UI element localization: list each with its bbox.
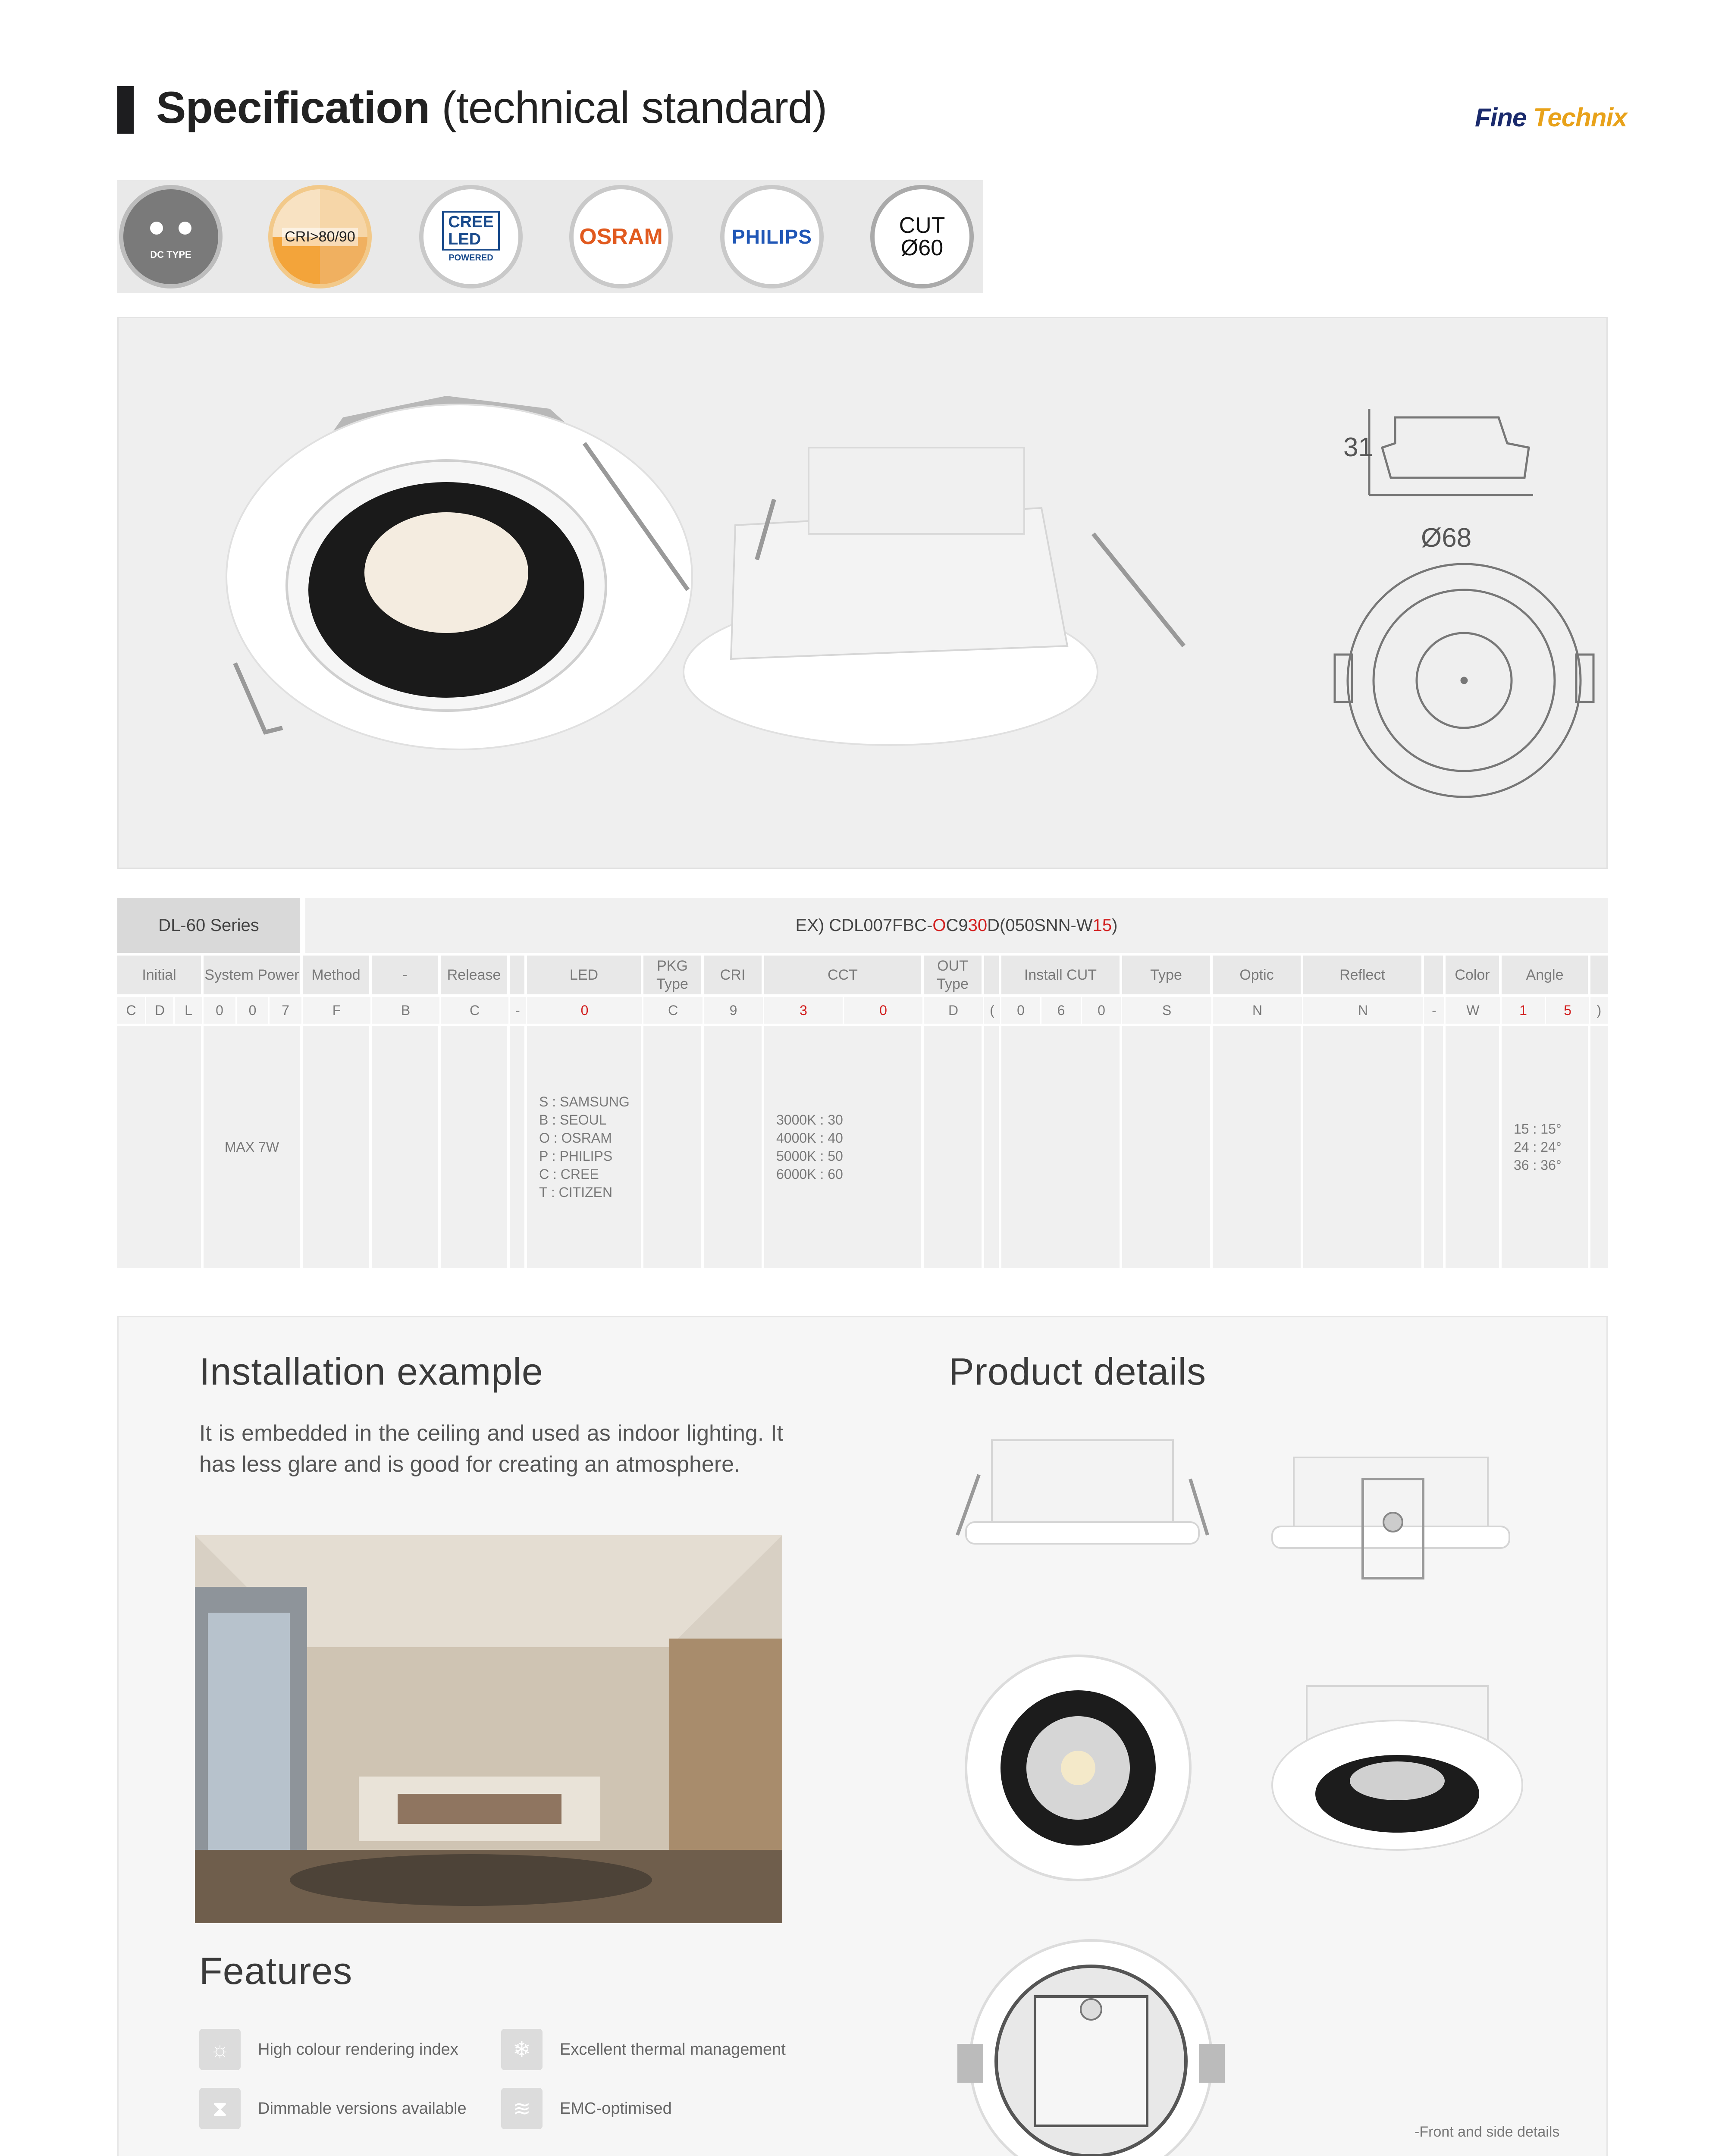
col-spacer [510,956,527,994]
osram-badge: OSRAM [569,185,673,288]
spec-code-row [117,997,1608,1024]
dimension-width: Ø68 [1421,523,1472,553]
code-cell: D [924,997,984,1024]
code-cell: 0 [1001,997,1041,1024]
col-release: Release [441,956,510,994]
page-title [156,78,827,138]
angle-options: 15 : 15° 24 : 24° 36 : 36° [1502,1026,1590,1268]
col-cct: CCT [764,956,924,994]
features-heading: Features [199,1949,353,1992]
spec-table [117,898,1608,1268]
code-cell: 7 [270,997,303,1024]
title-bold: Specification [156,83,430,133]
brand-logo: Fine Technix [1475,103,1627,132]
installation-photo [195,1535,782,1923]
cct-options: 3000K : 30 4000K : 40 5000K : 50 6000K : 60 [764,1026,924,1268]
installation-text: It is embedded in the ceiling and used as indoor lighting. It has less glare and is good for creating an atmosphere. [199,1421,783,1477]
code-cell: C [441,997,510,1024]
spec-description-row [117,1026,1608,1268]
code-cell: 1 [1502,997,1546,1024]
bulb-icon: ☼ [199,2029,241,2070]
detail-back-view [957,1940,1225,2156]
product-details-heading: Product details [949,1350,1207,1393]
col-out-type: OUT Type [924,956,984,994]
col-led: LED [527,956,643,994]
code-cell: C [117,997,146,1024]
code-cell: 0 [1082,997,1122,1024]
product-figure-panel [117,317,1608,869]
code-cell: 0 [237,997,270,1024]
col-optic: Optic [1213,956,1303,994]
product-front-image [226,396,692,749]
detail-angled-view [1272,1686,1522,1850]
code-cell: - [1424,997,1446,1024]
details-note: -Front and side details [1414,2124,1560,2140]
installation-heading: Installation example [199,1350,543,1393]
code-cell: 0 [527,997,643,1024]
detail-front-view [966,1656,1190,1880]
code-cell: F [303,997,372,1024]
waveform-icon: ≋ [501,2088,543,2129]
col-type: Type [1122,956,1213,994]
title-subtitle: (technical standard) [442,83,827,133]
code-cell: N [1303,997,1424,1024]
series-label: DL-60 Series [117,898,303,953]
code-cell: 0 [844,997,924,1024]
col-spacer [1590,956,1608,994]
feature-item: ⧗ Dimmable versions available [199,2088,467,2129]
hourglass-icon: ⧗ [199,2088,241,2129]
feature-item: ≋ EMC-optimised [501,2088,672,2129]
col-angle: Angle [1502,956,1590,994]
col-color: Color [1446,956,1502,994]
feature-item: ☼ High colour rendering index [199,2029,458,2070]
detail-side-view [957,1440,1208,1544]
cut-size-badge: CUT Ø60 [870,185,974,288]
code-cell: L [175,997,204,1024]
code-cell: B [372,997,441,1024]
detail-back-side-view [1272,1457,1509,1578]
spec-column-row [117,956,1608,994]
dc-type-badge: DC TYPE [119,185,223,288]
certification-badges [117,180,983,293]
code-cell: ) [1590,997,1608,1024]
led-options: S : SAMSUNG B : SEOUL O : OSRAM P : PHILIPS C : CREE T : CITIZEN [527,1026,643,1268]
col-spacer [984,956,1001,994]
code-cell: - [510,997,527,1024]
code-cell: 3 [764,997,844,1024]
col-dash: - [372,956,441,994]
col-spacer [1424,956,1446,994]
col-reflect: Reflect [1303,956,1424,994]
dimension-height: 31 [1343,432,1373,462]
code-cell: ( [984,997,1001,1024]
power-description: MAX 7W [204,1026,303,1268]
col-system-power: System Power [204,956,303,994]
code-cell: 5 [1546,997,1590,1024]
title-accent-bar [117,86,134,134]
thermometer-icon: ❄ [501,2029,543,2070]
col-pkg-type: PKG Type [643,956,704,994]
feature-item: ❄ Excellent thermal management [501,2029,786,2070]
code-cell: S [1122,997,1213,1024]
code-cell: W [1446,997,1502,1024]
col-initial: Initial [117,956,204,994]
product-detail-images [949,1423,1552,2156]
philips-badge: PHILIPS [720,185,824,288]
col-method: Method [303,956,372,994]
code-cell: 0 [204,997,237,1024]
cree-logo: CREE LED [442,211,500,251]
code-cell: N [1213,997,1303,1024]
code-cell: 6 [1041,997,1082,1024]
code-cell: D [146,997,175,1024]
cri-badge: CRI>80/90 [268,185,372,288]
product-side-image [684,448,1184,745]
cree-led-badge: CREE LED POWERED [419,185,523,288]
col-install-cut: Install CUT [1001,956,1122,994]
code-cell: 9 [704,997,764,1024]
spec-header-row [117,898,1608,953]
technical-drawing [1335,409,1593,797]
code-cell: C [643,997,704,1024]
example-code: EX) CDL007FBC- O C9 30 D(050SNN-W 15 ) [305,898,1608,953]
col-cri: CRI [704,956,764,994]
